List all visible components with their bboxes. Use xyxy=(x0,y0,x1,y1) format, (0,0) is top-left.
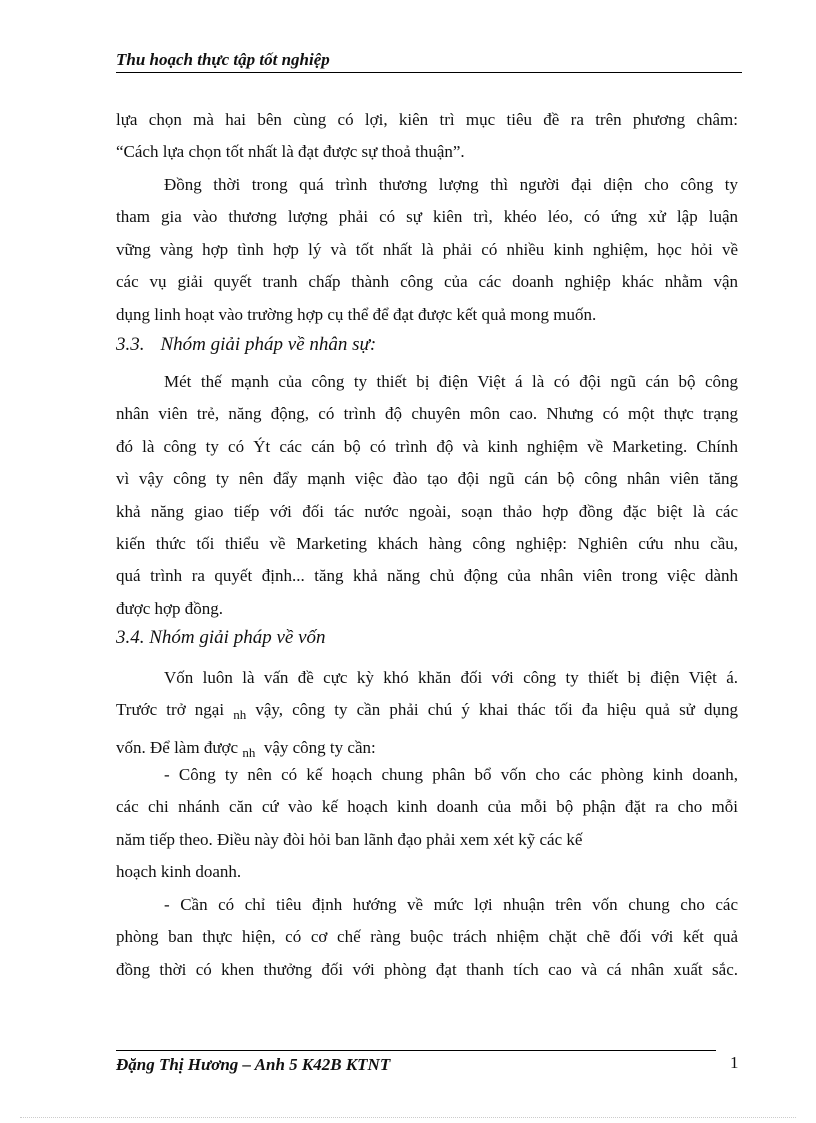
text-line xyxy=(116,694,738,731)
text-line: các vụ giải quyết tranh chấp thành công của các doanh nghiệp khác nhằm vận xyxy=(116,272,738,292)
text-fragment: vậy, công ty cần phải chú ý khai thác tối đa hiệu quả sử dụng xyxy=(255,700,739,720)
text-line: khả năng giao tiếp với đối tác nước ngoài, soạn thảo hợp đồng đặc biệt là các xyxy=(116,501,738,521)
text-fragment: Trước trở ngại xyxy=(116,700,225,720)
paragraph-2 xyxy=(116,169,738,331)
text-fragment: nh xyxy=(242,744,256,760)
text-line: kiến thức tối thiểu về Marketing khách hàng công nghiệp: Nghiên cứu nhu cầu, xyxy=(116,534,738,554)
text-line: đó là công ty có Ýt các cán bộ có trình độ và kinh nghiệm về Marketing. Chính xyxy=(116,436,738,456)
text-line: vì vậy công ty nên đẩy mạnh việc đào tạo đội ngũ cán bộ công nhân viên tăng xyxy=(116,469,738,489)
text-line: phòng ban thực hiện, có cơ chế ràng buộc trách nhiệm chặt chẽ đối với kết quả xyxy=(116,927,738,947)
text-fragment: vậy công ty cần: xyxy=(263,737,376,757)
section-heading-3-3 xyxy=(116,334,376,356)
page-header xyxy=(116,50,742,73)
text-line: các chi nhánh căn cứ vào kế hoạch kinh doanh của mỗi bộ phận đặt ra cho mỗi xyxy=(116,797,738,817)
text-line: vững vàng hợp tình hợp lý và tốt nhất là phải có nhiều kinh nghiệm, học hỏi về xyxy=(116,239,738,259)
text-line: được hợp đồng. xyxy=(116,598,223,618)
paragraph-1 xyxy=(116,104,738,169)
page-bottom-border xyxy=(20,1117,796,1118)
paragraph-3 xyxy=(116,366,738,625)
text-line: - Công ty nên có kế hoạch chung phân bổ vốn cho các phòng kinh doanh, xyxy=(164,765,738,784)
text-line: dụng linh hoạt vào trường hợp cụ thể để đạt được kết quả mong muốn. xyxy=(116,304,597,324)
section-title: Nhóm giải pháp về nhân sự: xyxy=(160,334,377,355)
header-title: Thu hoạch thực tập tốt nghiệp xyxy=(116,50,330,69)
text-line: quá trình ra quyết định... tăng khả năng chủ động của nhân viên trong việc dành xyxy=(116,566,738,586)
text-line: - Cần có chỉ tiêu định hướng về mức lợi nhuận trên vốn chung cho các xyxy=(164,895,738,914)
text-line: đồng thời có khen thưởng đối với phòng đạt thanh tích cao và cá nhân xuất sắc. xyxy=(116,959,738,979)
text-line: Vốn luôn là vấn đề cực kỳ khó khăn đối với công ty thiết bị điện Việt á. xyxy=(164,668,738,687)
text-line: “Cách lựa chọn tốt nhất là đạt được sự thoả thuận”. xyxy=(116,142,465,162)
section-title: 3.4. Nhóm giải pháp về vốn xyxy=(116,627,326,648)
text-fragment: vốn. Để làm được xyxy=(116,737,239,757)
text-line: tham gia vào thương lượng phải có sự kiên trì, khéo léo, có ứng xử lập luận xyxy=(116,207,738,227)
paragraph-5 xyxy=(116,759,738,889)
text-line: Mét thế mạnh của công ty thiết bị điện Việt á là có đội ngũ cán bộ công xyxy=(164,372,738,391)
footer-divider xyxy=(116,1050,716,1051)
section-number: 3.3. xyxy=(116,334,145,355)
footer-author: Đặng Thị Hương – Anh 5 K42B KTNT xyxy=(116,1055,391,1074)
text-line: lựa chọn mà hai bên cùng có lợi, kiên trì mục tiêu đề ra trên phương châm: xyxy=(116,110,738,129)
text-fragment: nh xyxy=(233,707,247,723)
paragraph-6 xyxy=(116,889,738,986)
section-heading-3-4 xyxy=(116,627,326,649)
text-line: Đồng thời trong quá trình thương lượng thì người đại diện cho công ty xyxy=(164,175,738,194)
text-line: năm tiếp theo. Điều này đòi hỏi ban lãnh đạo phải xem xét kỹ các kế xyxy=(116,829,583,849)
paragraph-4 xyxy=(116,662,738,769)
text-line: hoạch kinh doanh. xyxy=(116,862,242,882)
text-line: nhân viên trẻ, năng động, có trình độ chuyên môn cao. Nhưng có một thực trạng xyxy=(116,404,738,424)
page-number: 1 xyxy=(730,1053,739,1072)
